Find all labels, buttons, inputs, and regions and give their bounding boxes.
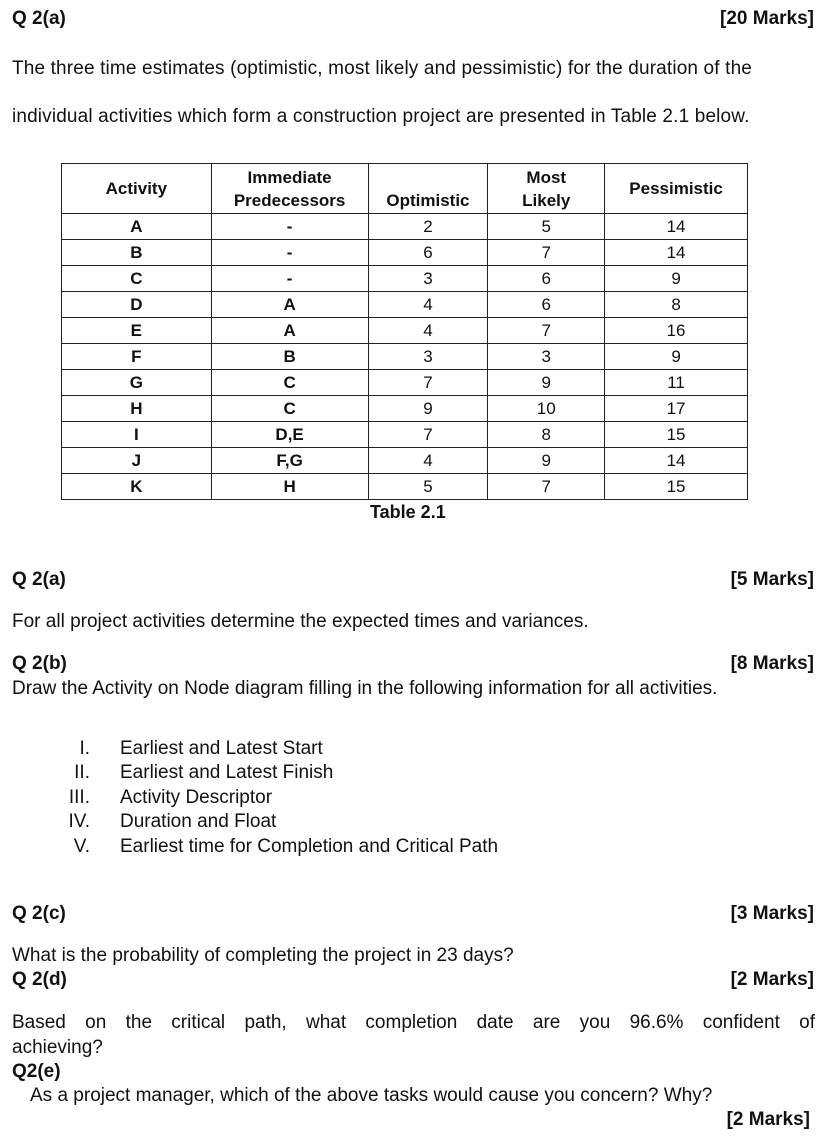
q2a-marks: [5 Marks] [730, 569, 814, 590]
predecessor-cell: - [211, 266, 368, 292]
optimistic-cell: 4 [368, 292, 488, 318]
most-likely-cell: 7 [488, 474, 605, 500]
list-item-label: Earliest time for Completion and Critical Path [120, 836, 499, 857]
optimistic-cell: 5 [368, 474, 488, 500]
activity-cell: A [62, 214, 212, 240]
predecessor-cell: - [211, 214, 368, 240]
q2d-marks: [2 Marks] [730, 969, 814, 990]
activity-cell: H [62, 396, 212, 422]
q2a-text: For all project activities determine the expected times and variances. [12, 611, 589, 632]
optimistic-cell: 3 [368, 344, 488, 370]
table-header-row [62, 164, 748, 214]
intro-line-2: individual activities which form a construction project are presented in Table 2.1 below. [12, 106, 750, 127]
list-item-label: Earliest and Latest Start [120, 738, 323, 759]
activity-cell: I [62, 422, 212, 448]
most-likely-cell: 9 [488, 448, 605, 474]
pessimistic-cell: 8 [605, 292, 748, 318]
q2c-label: Q 2(c) [12, 903, 66, 924]
pessimistic-cell: 15 [605, 422, 748, 448]
pessimistic-cell: 11 [605, 370, 748, 396]
most-likely-cell: 9 [488, 370, 605, 396]
predecessor-cell: H [211, 474, 368, 500]
table-row [62, 448, 748, 474]
activity-cell: F [62, 344, 212, 370]
pessimistic-cell: 17 [605, 396, 748, 422]
activity-table [61, 163, 748, 500]
most-likely-cell: 5 [488, 214, 605, 240]
q2c-text: What is the probability of completing the project in 23 days? [12, 945, 514, 966]
most-likely-cell: 6 [488, 292, 605, 318]
col-most-likely: Most Likely [488, 164, 605, 214]
q2a-label: Q 2(a) [12, 569, 66, 590]
col-optimistic: Optimistic [368, 164, 488, 214]
pessimistic-cell: 16 [605, 318, 748, 344]
optimistic-cell: 4 [368, 318, 488, 344]
optimistic-cell: 7 [368, 422, 488, 448]
q2e-marks: [2 Marks] [726, 1109, 810, 1130]
question-title: Q 2(a) [12, 8, 66, 29]
activity-cell: B [62, 240, 212, 266]
most-likely-cell: 7 [488, 318, 605, 344]
q2b-text: Draw the Activity on Node diagram filling in the following information for all activities. [12, 678, 718, 699]
most-likely-cell: 8 [488, 422, 605, 448]
list-item-number: II. [74, 762, 90, 783]
most-likely-cell: 3 [488, 344, 605, 370]
pessimistic-cell: 14 [605, 448, 748, 474]
col-predecessors: Immediate Predecessors [211, 164, 368, 214]
pessimistic-cell: 9 [605, 344, 748, 370]
predecessor-cell: A [211, 292, 368, 318]
q2e-label: Q2(e) [12, 1061, 61, 1082]
activity-cell: E [62, 318, 212, 344]
q2b-marks: [8 Marks] [730, 653, 814, 674]
table-row [62, 318, 748, 344]
table-row [62, 214, 748, 240]
optimistic-cell: 9 [368, 396, 488, 422]
list-item-number: I. [79, 738, 90, 759]
table-row [62, 370, 748, 396]
table-row [62, 292, 748, 318]
most-likely-cell: 7 [488, 240, 605, 266]
q2d-text-line-2: achieving? [12, 1037, 103, 1058]
table-row [62, 474, 748, 500]
predecessor-cell: - [211, 240, 368, 266]
table-row [62, 344, 748, 370]
predecessor-cell: C [211, 370, 368, 396]
table-row [62, 422, 748, 448]
q2c-marks: [3 Marks] [730, 903, 814, 924]
most-likely-cell: 6 [488, 266, 605, 292]
table-row [62, 396, 748, 422]
intro-line-1: The three time estimates (optimistic, most likely and pessimistic) for the duration of the [12, 58, 752, 79]
activity-cell: K [62, 474, 212, 500]
list-item-number: IV. [68, 811, 90, 832]
col-pessimistic: Pessimistic [605, 164, 748, 214]
q2b-label: Q 2(b) [12, 653, 67, 674]
predecessor-cell: C [211, 396, 368, 422]
q2d-label: Q 2(d) [12, 969, 67, 990]
table-row [62, 240, 748, 266]
list-item-number: III. [68, 787, 90, 808]
optimistic-cell: 6 [368, 240, 488, 266]
col-activity: Activity [62, 164, 212, 214]
activity-cell: G [62, 370, 212, 396]
activity-cell: C [62, 266, 212, 292]
table-caption: Table 2.1 [370, 502, 446, 522]
q2d-text-line-1: Based on the critical path, what completion date are you 96.6% confident of [12, 1012, 815, 1033]
pessimistic-cell: 9 [605, 266, 748, 292]
q2e-text: As a project manager, which of the above tasks would cause you concern? Why? [30, 1085, 713, 1106]
activity-cell: D [62, 292, 212, 318]
optimistic-cell: 4 [368, 448, 488, 474]
table-row [62, 266, 748, 292]
optimistic-cell: 7 [368, 370, 488, 396]
predecessor-cell: A [211, 318, 368, 344]
list-item-number: V. [73, 836, 90, 857]
predecessor-cell: D,E [211, 422, 368, 448]
pessimistic-cell: 14 [605, 240, 748, 266]
list-item-label: Activity Descriptor [120, 787, 273, 808]
most-likely-cell: 10 [488, 396, 605, 422]
pessimistic-cell: 15 [605, 474, 748, 500]
total-marks: [20 Marks] [720, 8, 814, 29]
optimistic-cell: 2 [368, 214, 488, 240]
activity-cell: J [62, 448, 212, 474]
predecessor-cell: F,G [211, 448, 368, 474]
list-item-label: Earliest and Latest Finish [120, 762, 334, 783]
pessimistic-cell: 14 [605, 214, 748, 240]
predecessor-cell: B [211, 344, 368, 370]
list-item-label: Duration and Float [120, 811, 277, 832]
optimistic-cell: 3 [368, 266, 488, 292]
